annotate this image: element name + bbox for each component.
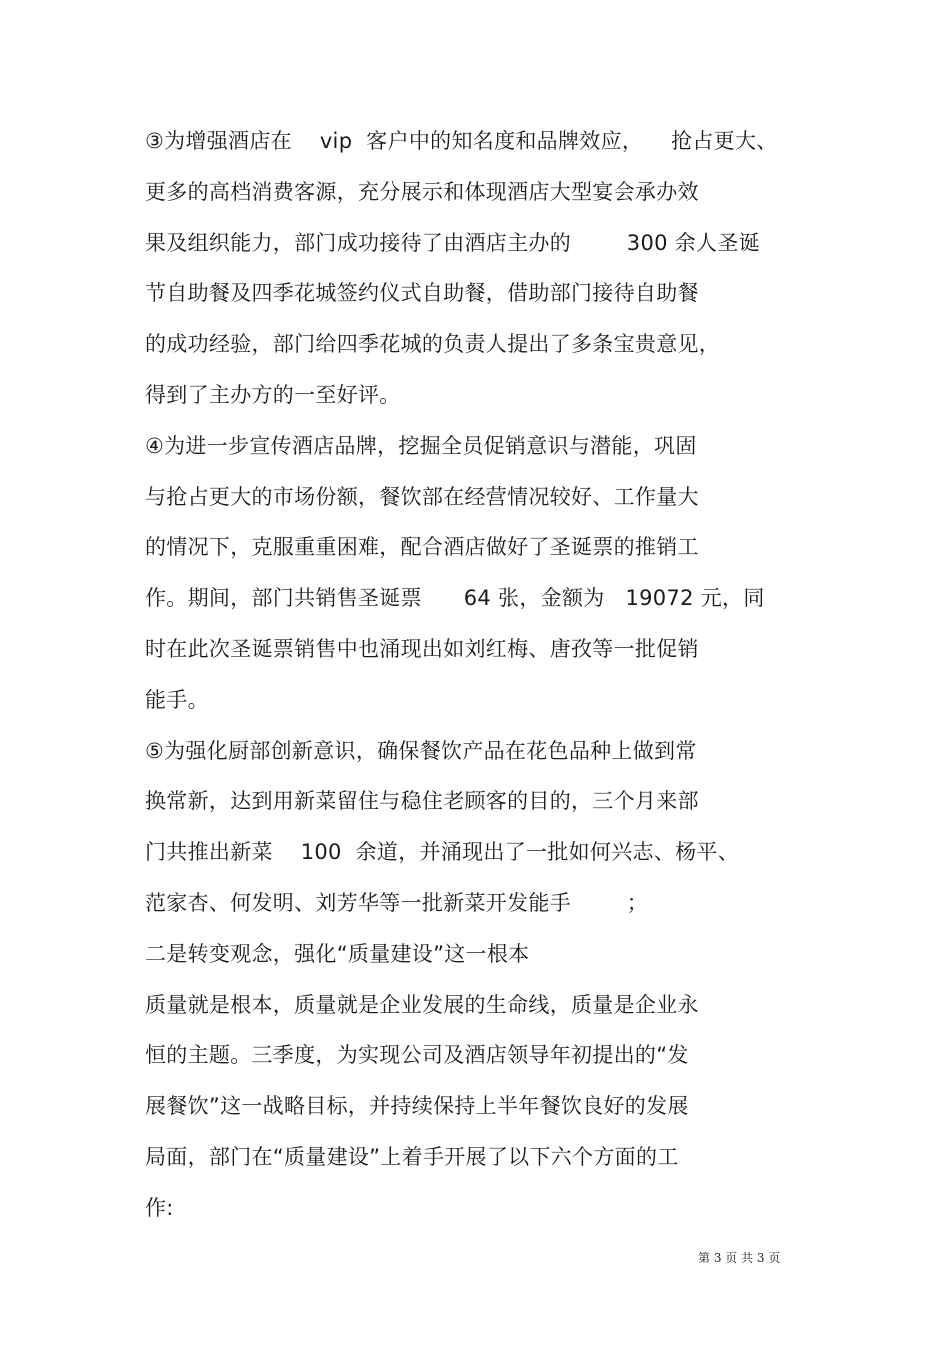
text-line: 局面，部门在“质量建设”上着手开展了以下六个方面的工 xyxy=(145,1145,679,1169)
text-line: ⑤为强化厨部创新意识，确保餐饮产品在花色品种上做到常 xyxy=(145,739,697,763)
text-line: 二是转变观念，强化“质量建设”这一根本 xyxy=(145,942,530,966)
text-line: 换常新，达到用新菜留住与稳住老顾客的目的，三个月来部 xyxy=(145,789,699,813)
text-line: 更多的高档消费客源，充分展示和体现酒店大型宴会承办效 xyxy=(145,180,699,204)
text-line: 的情况下，克服重重困难，配合酒店做好了圣诞票的推销工 xyxy=(145,535,699,559)
page-number-footer: 第 3 页 共 3 页 xyxy=(698,1251,781,1265)
text-line: 质量就是根本，质量就是企业发展的生命线，质量是企业永 xyxy=(145,993,699,1017)
text-line: 时在此次圣诞票销售中也涌现出如刘红梅、唐孜等一批促销 xyxy=(145,637,699,661)
text-line: 门共推出新菜 100 余道，并涌现出了一批如何兴志、杨平、 xyxy=(145,840,740,864)
text-line: 能手。 xyxy=(145,688,209,712)
text-line: 的成功经验，部门给四季花城的负责人提出了多条宝贵意见， xyxy=(145,332,721,356)
text-line: 作。期间，部门共销售圣诞票 64 张，金额为 19072 元，同 xyxy=(145,586,765,610)
text-line: 展餐饮”这一战略目标，并持续保持上半年餐饮良好的发展 xyxy=(145,1094,689,1118)
text-line: 得到了主办方的一至好评。 xyxy=(145,383,401,407)
text-line: 作: xyxy=(145,1196,174,1220)
text-line: ③为增强酒店在 vip 客户中的知名度和品牌效应， 抢占更大、 xyxy=(145,129,778,153)
text-line: 范家杏、何发明、刘芳华等一批新菜开发能手 ； xyxy=(145,891,649,915)
text-line: ④为进一步宣传酒店品牌，挖掘全员促销意识与潜能，巩固 xyxy=(145,434,697,458)
text-line: 与抢占更大的市场份额，餐饮部在经营情况较好、工作量大 xyxy=(145,485,699,509)
text-line: 恒的主题。三季度，为实现公司及酒店领导年初提出的“发 xyxy=(145,1043,689,1067)
text-line: 节自助餐及四季花城签约仪式自助餐，借助部门接待自助餐 xyxy=(145,281,699,305)
text-line: 果及组织能力，部门成功接待了由酒店主办的 300 余人圣诞 xyxy=(145,231,760,255)
